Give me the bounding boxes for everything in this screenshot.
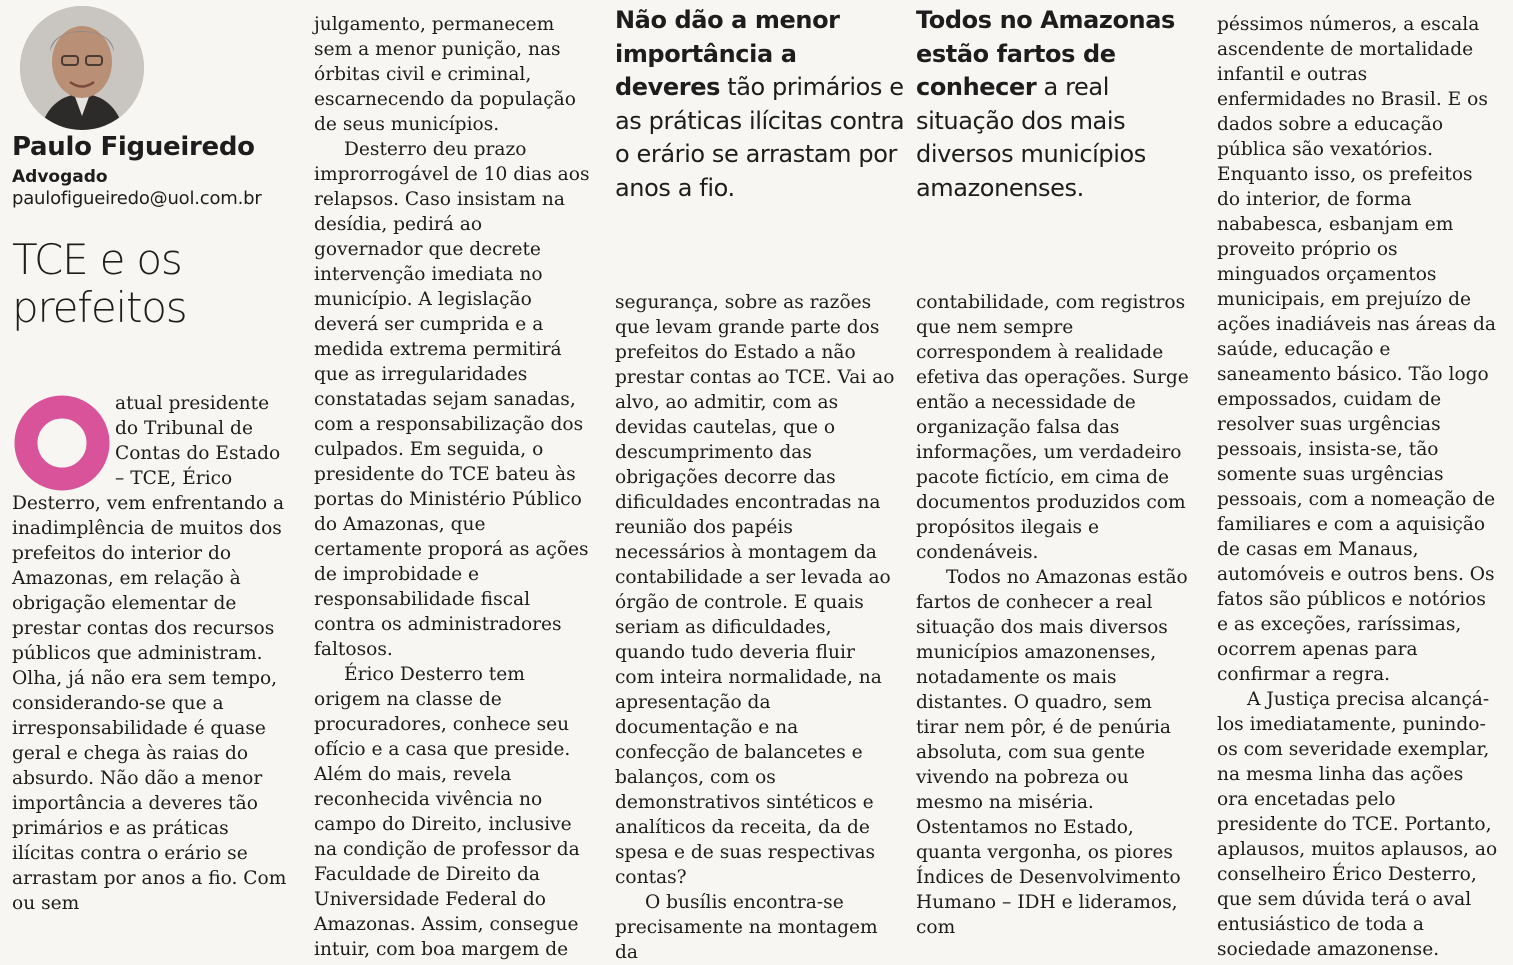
author-email: paulofigueiredo@uol.com.br (12, 188, 262, 209)
pull-quote-bold: Todos no Amazonas estão fartos de conhecer (916, 6, 1175, 101)
article-column-1 (12, 391, 288, 916)
paragraph: péssimos números, a escala ascendente de mortalidade infantil e outras enfermidades no Brasil. E os dados sobre a educação pública são vexatórios. Enquanto isso, os prefeitos do interior, de forma nababesca, esbanjam em proveito próprio os minguados orçamentos municipais, em prejuízo de ações inadiáveis nas áreas da saúde, educação e saneamento básico. Tão logo empossados, cuidam de resolver suas urgências pessoais, insista-se, tão somente suas urgências pessoais, com a nomeação de familiares e com a aquisição de casas em Manaus, automóveis e outros bens. Os fatos são públicos e notórios e as exceções, raríssimas, ocorrem apenas para confirmar a regra. (1217, 14, 1497, 685)
article-column-5 (1217, 12, 1499, 962)
article-column-3 (615, 290, 897, 965)
paragraph: A Justiça precisa alcançá-los imediatamente, punindo-os com severidade exemplar, na mesma linha das ações ora encetadas pelo presidente do TCE. Portanto, aplausos, muitos aplausos, ao conselheiro Érico Desterro, que sem dúvida terá o aval entusiástico de toda a sociedade amazonense. (1217, 689, 1498, 960)
paragraph: O busílis encontra-se precisamente na montagem da (615, 892, 878, 963)
pull-quote-bold: Não dão a menor importância a deveres (615, 6, 840, 101)
author-photo (20, 6, 144, 130)
pull-quote-text: tão primários e as práticas ilícitas contra o erário se arrastam por anos a fio. (615, 73, 905, 202)
article-column-4 (916, 290, 1198, 940)
author-name: Paulo Figueiredo (12, 132, 255, 162)
paragraph: atual presidente do Tribunal de Contas do Estado – TCE, Érico Desterro, vem enfrentando a inadimplência de muitos dos prefeitos do interior do Amazonas, em relação à obrigação elementar de prestar contas dos recursos públicos que administram. Olha, já não era sem tempo, considerando-se que a irresponsabilidade é quase geral e chega às raias do absurdo. Não dão a menor importância a deveres tão primários e as práticas ilícitas contra o erário se arrastam por anos a fio. Com ou sem (12, 393, 287, 914)
article-column-2 (314, 12, 590, 962)
pull-quote-1 (615, 4, 905, 205)
paragraph: julgamento, permanecem sem a menor punição, nas órbitas civil e criminal, escarnecendo da população de seus municípios. (314, 14, 576, 135)
author-portrait-icon (20, 6, 144, 130)
article-title: TCE e os prefeitos (12, 235, 187, 332)
paragraph: segurança, sobre as razões que levam grande parte dos prefeitos do Estado a não prestar contas ao TCE. Vai ao alvo, ao admitir, com as devidas cautelas, que o descumprimento das obrigações decorre das dificuldades encontradas na reunião dos papéis necessários à montagem da contabilidade a ser levada ao órgão de controle. E quais seriam as dificuldades, quando tudo deveria fluir com inteira normalidade, na apresentação da documentação e na confecção de balancetes e balanços, com os demonstrativos sintéticos e analíticos da receita, da de spesa e de suas respectivas contas? (615, 292, 895, 888)
paragraph: Desterro deu prazo improrrogável de 10 dias aos relapsos. Caso insistam na desídia, pedirá ao governador que decrete intervenção imediata no município. A legislação deverá ser cumprida e a medida extrema permitirá que as irregularidades constatadas sejam sanadas, com a responsabilização dos culpados. Em seguida, o presidente do TCE bateu às portas do Ministério Público do Amazonas, que certamente proporá as ações de improbidade e responsabilidade fiscal contra os administradores faltosos. (314, 139, 590, 660)
paragraph: Todos no Amazonas estão fartos de conhecer a real situação dos mais diversos municípios amazonenses, notadamente os mais distantes. O quadro, sem tirar nem pôr, é de penúria absoluta, com sua gente vivendo na pobreza ou mesmo na miséria. Ostentamos no Estado, quanta vergonha, os piores Índices de Desenvolvimento Humano – IDH e lideramos, com (916, 567, 1188, 938)
pull-quote-2 (916, 4, 1196, 205)
paragraph: contabilidade, com registros que nem sempre correspondem à realidade efetiva das operações. Surge então a necessidade de organização falsa das informações, um verdadeiro pacote fictício, em cima de documentos produzidos com propósitos ilegais e condenáveis. (916, 292, 1189, 563)
pull-quote-text: a real situação dos mais diversos municípios amazonenses. (916, 73, 1146, 202)
author-role: Advogado (12, 167, 108, 187)
paragraph: Érico Desterro tem origem na classe de procuradores, conhece seu ofício e a casa que preside. Além do mais, revela reconhecida vivência no campo do Direito, inclusive na condição de professor da Faculdade de Direito da Universidade Federal do Amazonas. Assim, consegue intuir, com boa margem de (314, 664, 580, 960)
